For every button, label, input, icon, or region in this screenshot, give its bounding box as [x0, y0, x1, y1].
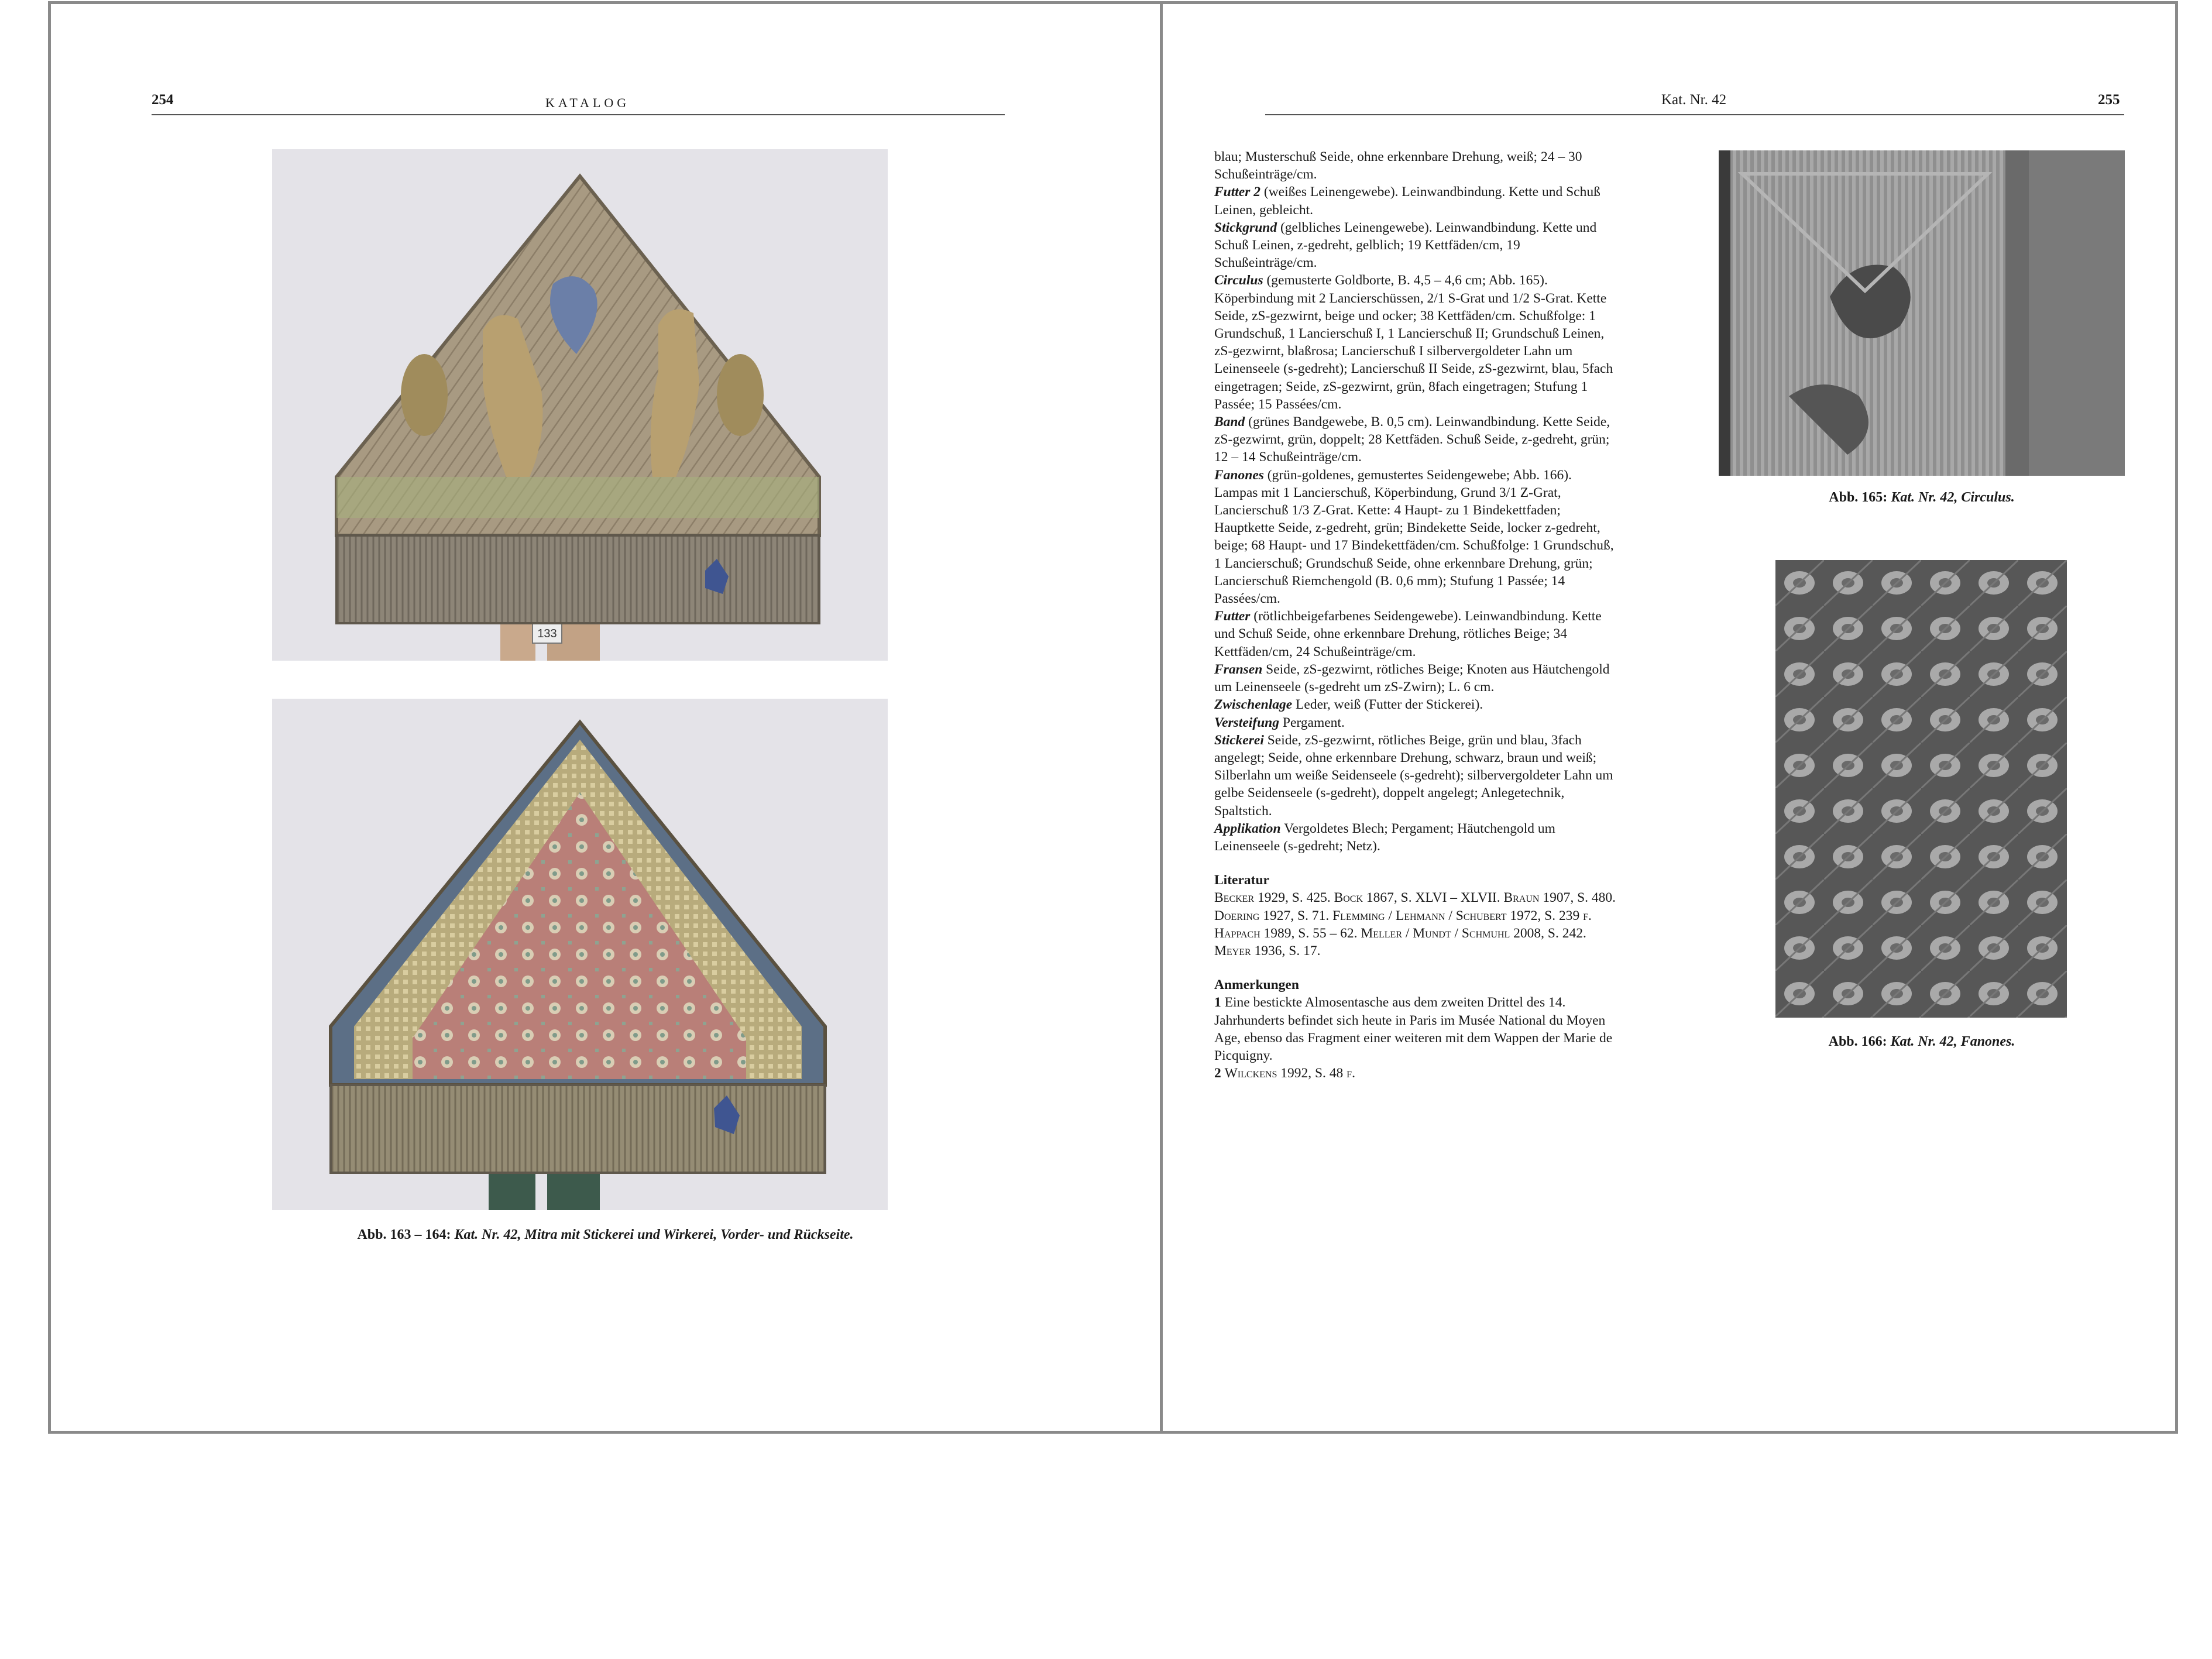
- book-spread: [48, 1, 2178, 1434]
- header-rule-left: [152, 114, 1005, 115]
- caption-label: Abb. 163 – 164:: [357, 1227, 451, 1242]
- entry-band: [1214, 413, 1618, 466]
- entry-text: Pergament.: [1279, 715, 1345, 730]
- entry-text: Vergoldetes Blech; Pergament; Häutchengold um Leinenseele (s-gedreht; Netz).: [1214, 820, 1555, 854]
- entry-text: (weißes Leinengewebe). Leinwandbindung. Kette und Schuß Leinen, gebleicht.: [1214, 184, 1600, 218]
- note-text: Wilckens 1992, S. 48 f.: [1224, 1066, 1355, 1081]
- entry-fransen: [1214, 661, 1618, 696]
- left-page: [51, 4, 1160, 1431]
- term: Stickgrund: [1214, 219, 1277, 235]
- term: Zwischenlage: [1214, 697, 1293, 713]
- literatur-heading: Literatur: [1214, 873, 1269, 888]
- term: Band: [1214, 414, 1245, 430]
- term: Futter: [1214, 609, 1251, 624]
- entry-text: Seide, zS-gezwirnt, rötliches Beige; Knoten aus Häutchengold um Leinenseele (s-gedreht um zS-Zwirn); L. 6 cm.: [1214, 661, 1610, 695]
- entry-versteifung: [1214, 714, 1618, 731]
- term: Fanones: [1214, 467, 1264, 483]
- entry-text: (rötlichbeigefarbenes Seidengewebe). Leinwandbindung. Kette und Schuß Seide, ohne erkennbare Drehung, rötliches Beige; 34 Kettfäden/cm, 24 Schußeinträge/cm.: [1214, 609, 1602, 660]
- entry-text: Seide, zS-gezwirnt, rötliches Beige, grün und blau, 3fach angelegt; Seide, ohne erkennbare Drehung, schwarz, braun und weiß; Silberlahn um weiße Seidenseele (s-gedreht); silbervergoldeter Lahn um gelbe Seidenseele (s-gedreht), doppelt angelegt; Anlegetechnik, Spaltstich.: [1214, 732, 1613, 819]
- figure-caption-166: [1719, 1034, 2125, 1050]
- figure-caption-165: [1719, 490, 2125, 506]
- entry-applikation: [1214, 820, 1618, 855]
- note-1: [1214, 994, 1618, 1064]
- anmerkungen-heading: Anmerkungen: [1214, 977, 1299, 993]
- note-number: 2: [1214, 1066, 1221, 1081]
- entry-zwischenlage: [1214, 696, 1618, 713]
- term: Stickerei: [1214, 732, 1264, 748]
- catalog-text-column: [1214, 148, 1618, 1082]
- photo-tag: 133: [537, 627, 557, 640]
- entry-fanones: [1214, 466, 1618, 608]
- caption-165-text: Kat. Nr. 42, Circulus.: [1891, 490, 2015, 505]
- note-2: [1214, 1064, 1618, 1082]
- header-rule-right: [1265, 114, 2124, 115]
- caption-text: Kat. Nr. 42, Mitra mit Stickerei und Wirkerei, Vorder- und Rückseite.: [454, 1227, 854, 1242]
- entry-circulus: [1214, 272, 1618, 413]
- running-head-left: KATALOG: [545, 95, 630, 110]
- circulus-photo: [1719, 150, 2125, 476]
- mitra-front-photo: [272, 149, 888, 661]
- page-number-right: 255: [2098, 92, 2120, 108]
- intro-paragraph: blau; Musterschuß Seide, ohne erkennbare Drehung, weiß; 24 – 30 Schußeinträge/cm.: [1214, 149, 1582, 183]
- entry-text: Leder, weiß (Futter der Stickerei).: [1292, 697, 1483, 713]
- term: Futter 2: [1214, 184, 1261, 200]
- fanones-photo: [1775, 560, 2067, 1018]
- entry-stickgrund: [1214, 219, 1618, 272]
- term: Versteifung: [1214, 715, 1279, 730]
- page-number-left: 254: [152, 92, 174, 108]
- entry-stickerei: [1214, 731, 1618, 820]
- caption-166-text: Kat. Nr. 42, Fanones.: [1890, 1034, 2015, 1049]
- figure-caption-163-164: [51, 1227, 1160, 1243]
- literatur-list: Becker 1929, S. 425. Bock 1867, S. XLVI – XLVII. Braun 1907, S. 480. Doering 1927, S. 71. Flemming / Lehmann / Schubert 1972, S. 239 f. Happach 1989, S. 55 – 62. Meller / Mundt / Schmuhl 2008, S. 242. Meyer 1936, S. 17.: [1214, 890, 1616, 959]
- entry-text: (gelbliches Leinengewebe). Leinwandbindung. Kette und Schuß Leinen, z-gedreht, gelblich; 19 Kettfäden/cm, 19 Schußeinträge/cm.: [1214, 219, 1597, 271]
- entry-futter2: [1214, 183, 1618, 218]
- running-head-right: Kat. Nr. 42: [1661, 92, 1727, 108]
- mitra-back-photo: [272, 699, 888, 1210]
- term: Applikation: [1214, 820, 1281, 836]
- note-number: 1: [1214, 995, 1221, 1011]
- entry-text: (gemusterte Goldborte, B. 4,5 – 4,6 cm; Abb. 165). Köperbindung mit 2 Lancierschüssen, 2/1 S-Grat und 1/2 S-Grat. Kette Seide, zS-gezwirnt, beige und ocker; 38 Kettfäden/cm. Schußfolge: 1 Grundschuß, 1 Lancierschuß I, 1 Lancierschuß II; Grundschuß Leinen, zS-gezwirnt, blaßrosa; Lancierschuß I silbervergoldeter Lahn um Leinenseele (s-gedreht); Lancierschuß II Seide, zS-gezwirnt, blau, 5fach eingetragen; Seide, zS-gezwirnt, grün, 8fach eingetragen; Stufung 1 Passée; 15 Passées/cm.: [1214, 273, 1613, 412]
- term: Fransen: [1214, 661, 1263, 677]
- entry-futter: [1214, 607, 1618, 661]
- term: Circulus: [1214, 273, 1263, 288]
- caption-165-label: Abb. 165:: [1829, 490, 1888, 505]
- caption-166-label: Abb. 166:: [1828, 1034, 1887, 1049]
- entry-text: (grün-goldenes, gemustertes Seidengewebe; Abb. 166). Lampas mit 1 Lancierschuß, Köperbindung, Grund 3/1 Z-Grat, Lancierschuß 1/3 Z-Grat. Kette: 4 Haupt- zu 1 Bindekettfaden; Hauptkette Seide, z-gedreht, grün; Bindekette Seide, locker z-gedreht, beige; 68 Haupt- und 17 Bindekettfäden/cm. Schußfolge: 1 Grundschuß, 1 Lancierschuß; Grundschuß Seide, ohne erkennbare Drehung, grün; Lancierschuß Riemchengold (B. 0,6 mm); Stufung 1 Passée; 14 Passées/cm.: [1214, 467, 1614, 607]
- note-text: Eine bestickte Almosentasche aus dem zweiten Drittel des 14. Jahrhunderts befindet sich heute in Paris im Musée National du Moyen Age, ebenso das Fragment einer weiteren mit dem Wappen der Marie de Picquigny.: [1214, 995, 1613, 1063]
- entry-text: (grünes Bandgewebe, B. 0,5 cm). Leinwandbindung. Kette Seide, zS-gezwirnt, grün, doppelt; 28 Kettfäden. Schuß Seide, z-gedreht, grün; 12 – 14 Schußeinträge/cm.: [1214, 414, 1610, 465]
